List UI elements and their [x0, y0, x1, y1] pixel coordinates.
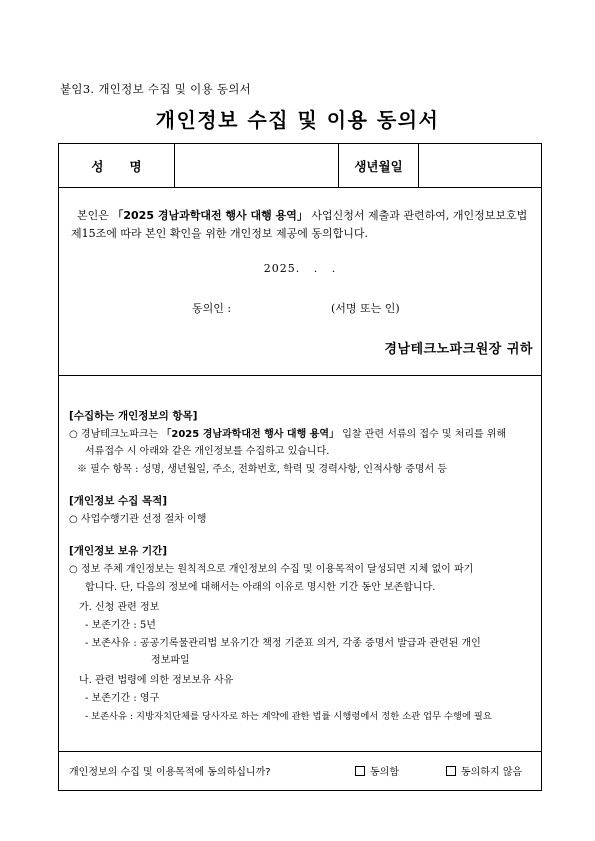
agree-option[interactable] [355, 763, 399, 778]
items-line-1c: 입찰 관련 서류의 접수 및 처리를 위해 [339, 429, 507, 440]
items-line-3: ※ 필수 항목 : 성명, 생년월일, 주소, 전화번호, 학력 및 경력사항, 인적사항 증명서 등 [77, 464, 448, 475]
items-project: 「2025 경남과학대전 행사 대행 용역」 [161, 429, 340, 440]
disagree-checkbox[interactable] [446, 766, 456, 776]
privacy-info [59, 375, 541, 752]
consent-form [58, 143, 542, 791]
items-heading: [수집하는 개인정보의 항목] [69, 410, 198, 422]
items-line-1 [69, 426, 533, 443]
consent-date: 2025. . . [263, 262, 337, 275]
consent-question: 개인정보의 수집 및 이용목적에 동의하십니까? [69, 767, 271, 778]
retention-line-2: 합니다. 단, 다음의 정보에 대해서는 아래의 이유로 명시한 기간 동안 보존합니다. [85, 582, 436, 593]
signature-hint: (서명 또는 인) [331, 302, 400, 315]
consent-statement [59, 187, 541, 376]
na-title: 나. 관련 법령에 의한 정보보유 사유 [79, 675, 234, 686]
agree-label: 동의함 [370, 767, 399, 778]
consent-paragraph [71, 207, 531, 243]
dob-label: 생년월일 [339, 144, 419, 187]
disagree-label: 동의하지 않음 [461, 767, 523, 778]
project-name: 「2025 경남과학대전 행사 대행 용역」 [112, 209, 308, 222]
na-period: - 보존기간 : 영구 [85, 693, 160, 704]
retention-heading: [개인정보 보유 기간] [69, 545, 168, 557]
consent-text: 사업신청서 제출과 관련하여, 개인정보보호법 제15조에 따라 본인 확인을 위한 개인정보 제공에 동의합니다. [71, 209, 528, 240]
ga-reason-2: 정보파일 [151, 655, 190, 666]
ga-period: - 보존기간 : 5년 [85, 620, 156, 631]
addressee: 경남테크노파크원장 귀하 [384, 342, 533, 357]
consent-intro: 본인은 [77, 209, 113, 222]
ga-title: 가. 신청 관련 정보 [79, 602, 160, 613]
purpose-heading: [개인정보 수집 목적] [69, 495, 168, 507]
ga-reason-1: - 보존사유 : 공공기록물관리법 보유기간 책정 기준표 의거, 각종 증명서 발급과 관련된 개인 [85, 638, 481, 649]
dob-field[interactable] [419, 144, 541, 187]
items-line-1a: ○ 경남테크노파크는 [69, 429, 162, 440]
page-title: 개인정보 수집 및 이용 동의서 [155, 108, 440, 132]
attachment-label: 붙임3. 개인정보 수집 및 이용 동의서 [60, 82, 252, 96]
disagree-option[interactable] [446, 763, 522, 778]
purpose-line: ○ 사업수행기관 선정 절차 이행 [69, 514, 207, 525]
retention-line-1: ○ 정보 주체 개인정보는 원칙적으로 개인정보의 수집 및 이용목적이 달성되면 지체 없이 파기 [69, 564, 474, 575]
name-field[interactable] [175, 144, 339, 187]
items-line-2: 서류접수 시 아래와 같은 개인정보를 수집하고 있습니다. [85, 446, 330, 457]
name-label: 성명 [59, 144, 175, 187]
identity-row [59, 144, 541, 188]
na-reason: - 보존사유 : 지방자치단체를 당사자로 하는 계약에 관한 법률 시행령에서 정한 소관 업무 수행에 필요 [85, 711, 492, 722]
consent-question-row [59, 751, 541, 790]
signer-label: 동의인 : [192, 302, 232, 315]
agree-checkbox[interactable] [355, 766, 365, 776]
